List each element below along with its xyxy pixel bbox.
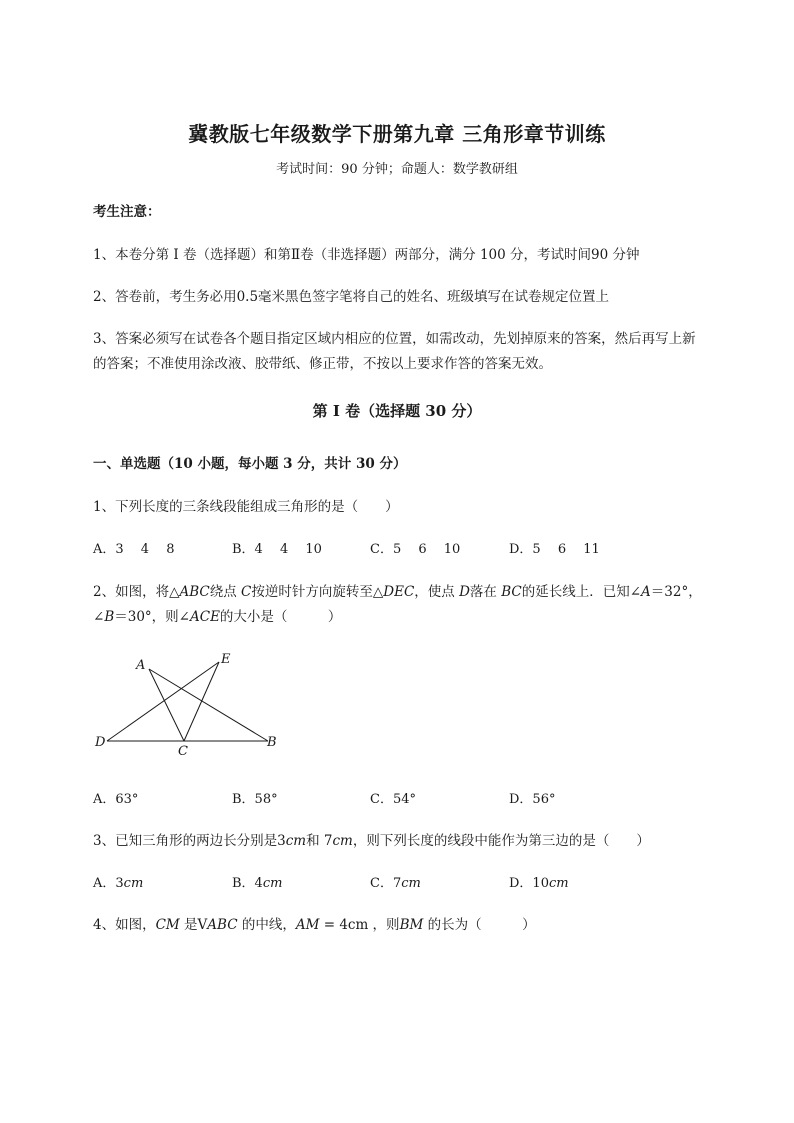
label-B: B xyxy=(267,735,277,750)
question-4-stem: 4、如图，CM 是VABC 的中线，AM = 4cm ，则BM 的长为（ ） xyxy=(93,917,536,933)
label-E: E xyxy=(221,652,231,667)
question-1-option-b[interactable]: B．4 4 10 xyxy=(232,542,322,557)
part-heading: 一、单选题（10 小题，每小题 3 分，共计 30 分） xyxy=(93,456,407,472)
question-3-option-a[interactable]: A．3cm xyxy=(93,876,144,891)
question-1-option-c[interactable]: C．5 6 10 xyxy=(370,542,461,557)
question-3-stem: 3、已知三角形的两边长分别是3cm和 7cm，则下列长度的线段中能作为第三边的是（ ） xyxy=(93,833,650,849)
exam-info: 考试时间：90 分钟；命题人：数学教研组 xyxy=(276,162,518,177)
notice-item-1: 1、本卷分第 I 卷（选择题）和第Ⅱ卷（非选择题）两部分，满分 100 分，考试时间90 分钟 xyxy=(93,247,640,263)
question-2-option-b[interactable]: B．58° xyxy=(232,792,278,807)
question-3-option-b[interactable]: B．4cm xyxy=(232,876,283,891)
label-D: D xyxy=(95,735,106,750)
label-A: A xyxy=(136,658,146,673)
question-2-stem-line-1: 2、如图，将△ABC绕点 C按逆时针方向旋转至△DEC，使点 D落在 BC的延长线上．已知∠A＝32°， xyxy=(93,584,702,600)
question-2-option-d[interactable]: D．56° xyxy=(509,792,556,807)
question-2-stem-line-2: ∠B＝30°，则∠ACE的大小是（ ） xyxy=(93,609,342,625)
question-1-stem: 1、下列长度的三条线段能组成三角形的是（ ） xyxy=(93,499,399,515)
question-1-option-a[interactable]: A．3 4 8 xyxy=(93,542,175,557)
triangle-rotation-figure xyxy=(90,645,290,760)
question-2-option-c[interactable]: C．54° xyxy=(370,792,416,807)
label-C: C xyxy=(178,744,188,759)
notice-item-3: 3、答案必须写在试卷各个题目指定区域内相应的位置，如需改动，先划掉原来的答案，然后再写上新 xyxy=(93,331,696,347)
section-title: 第 I 卷（选择题 30 分） xyxy=(312,402,482,420)
question-3-option-c[interactable]: C．7cm xyxy=(370,876,421,891)
notice-item-3-continued: 的答案；不准使用涂改液、胶带纸、修正带，不按以上要求作答的答案无效。 xyxy=(93,356,552,372)
notice-heading: 考生注意： xyxy=(93,204,161,220)
page-title: 冀教版七年级数学下册第九章 三角形章节训练 xyxy=(188,122,606,146)
question-3-option-d[interactable]: D．10cm xyxy=(509,876,569,891)
question-2-option-a[interactable]: A．63° xyxy=(93,792,139,807)
notice-item-2: 2、答卷前，考生务必用0.5毫米黑色签字笔将自己的姓名、班级填写在试卷规定位置上 xyxy=(93,289,610,305)
question-1-option-d[interactable]: D．5 6 11 xyxy=(509,542,600,557)
